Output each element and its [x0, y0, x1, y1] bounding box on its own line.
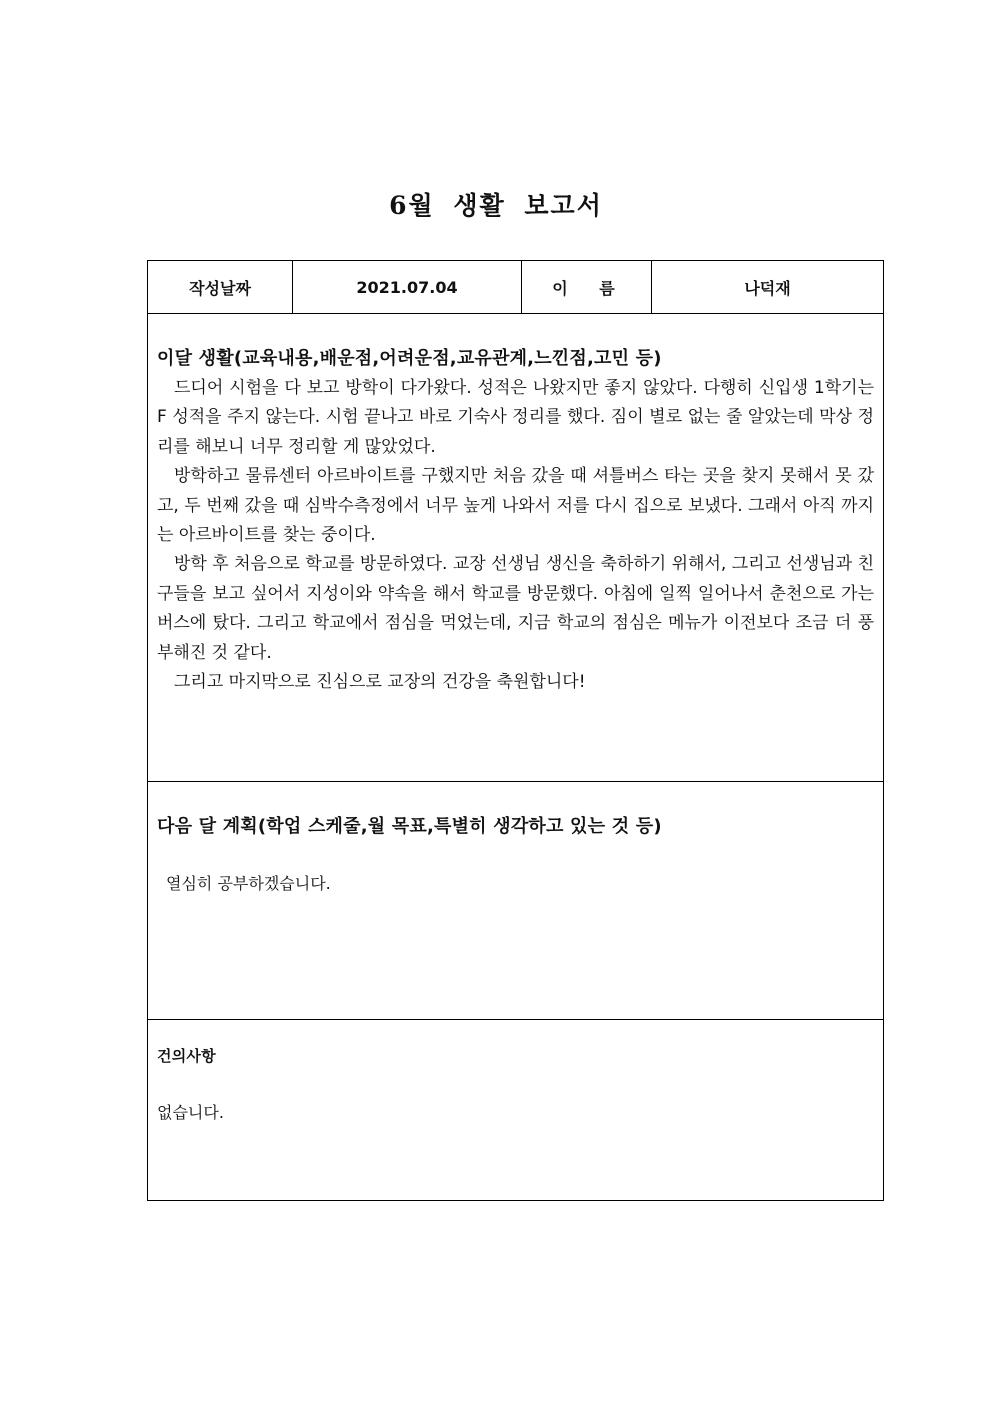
name-value: 나덕재	[651, 261, 883, 313]
date-value: 2021.07.04	[292, 261, 521, 313]
this-month-heading: 이달 생활(교육내용,배운점,어려운점,교유관계,느낀점,고민 등)	[157, 348, 662, 369]
date-label: 작성날짜	[189, 278, 251, 298]
suggestions-body: 없습니다.	[157, 1103, 224, 1122]
report-form	[147, 260, 884, 1201]
name-label: 이 름	[521, 261, 651, 313]
this-month-section	[148, 314, 883, 782]
paragraph: 방학하고 물류센터 아르바이트를 구했지만 처음 갔을 때 셔틀버스 타는 곳을 찾지 못해서 못 갔고, 두 번째 갔을 때 심박수측정에서 너무 높게 나와서 저를 다시 집으로 보냈다. 그래서 아직 까지는 아르바이트를 찾는 중이다.	[157, 466, 874, 546]
paragraph: 그리고 마지막으로 진심으로 교장의 건강을 축원합니다!	[174, 672, 586, 693]
next-month-heading: 다음 달 계획(학업 스케줄,월 목표,특별히 생각하고 있는 것 등)	[157, 816, 662, 837]
paragraph: 드디어 시험을 다 보고 방학이 다가왔다. 성적은 나왔지만 좋지 않았다. 다행히 신입생 1학기는 F 성적을 주지 않는다. 시험 끝나고 바로 기숙사 정리를 했다. 짐이 별로 없는 줄 알았는데 막상 정리를 해보니 너무 정리할 게 많았었다.	[157, 378, 874, 457]
paragraph: 방학 후 처음으로 학교를 방문하였다. 교장 선생님 생신을 축하하기 위해서, 그리고 선생님과 친구들을 보고 싶어서 지성이와 약속을 해서 학교를 방문했다. 아침에 일찍 일어나서 춘천으로 가는 버스에 탔다. 그리고 학교에서 점심을 먹었는데, 지금 학교의 점심은 메뉴가 이전보다 조금 더 풍부해진 것 같다.	[157, 554, 874, 663]
next-month-body: 열심히 공부하겠습니다.	[166, 874, 331, 893]
report-title: 6월 생활 보고서	[389, 191, 603, 220]
suggestions-heading: 건의사항	[157, 1047, 216, 1065]
header-row	[148, 261, 883, 314]
this-month-body	[157, 374, 874, 697]
suggestions-section	[148, 1020, 883, 1200]
next-month-section	[148, 782, 883, 1020]
